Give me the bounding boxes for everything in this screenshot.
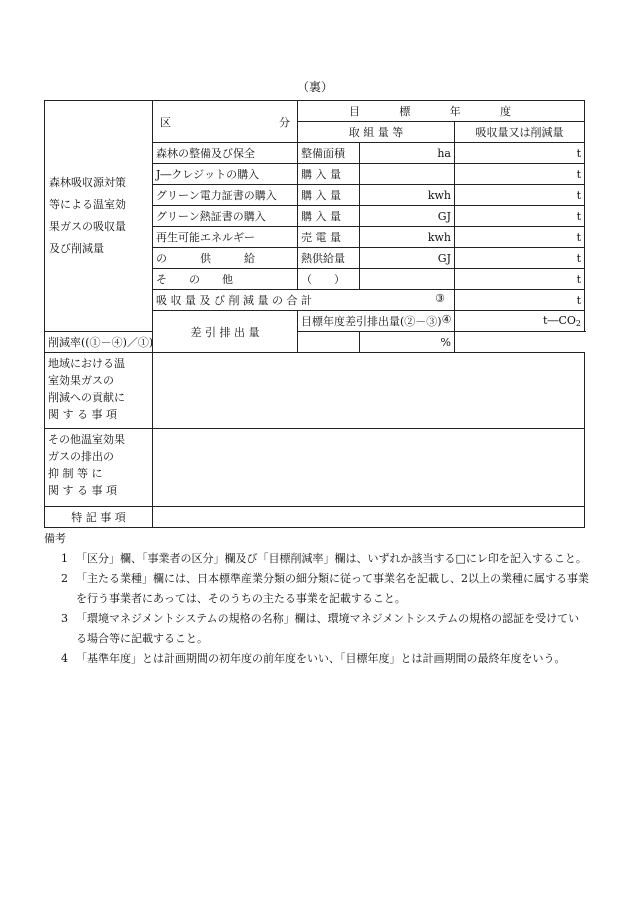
row-label: グリーン電力証書の購入 xyxy=(153,185,298,206)
page-title: （裏） xyxy=(296,80,333,94)
sashihiki-row1-label: 目標年度差引排出量(②－③) xyxy=(301,315,442,328)
row-measure: （ ） xyxy=(298,269,360,290)
row-amount-unit[interactable] xyxy=(360,164,455,185)
total-row xyxy=(153,290,455,311)
row-result-unit[interactable]: t xyxy=(455,143,585,164)
col-torikumi-header: 取 組 量 等 xyxy=(298,122,455,143)
row-label: グリーン熱証書の購入 xyxy=(153,206,298,227)
row-label: の 供 給 xyxy=(153,248,298,269)
row-result-unit[interactable]: t xyxy=(455,248,585,269)
sonota-label: その他温室効果 ガスの排出の 抑 制 等 に 関 す る 事 項 xyxy=(45,429,153,507)
row-result-unit[interactable]: t xyxy=(455,227,585,248)
row-label: 森林の整備及び保全 xyxy=(153,143,298,164)
row-measure: 購 入 量 xyxy=(298,185,360,206)
total-result-unit[interactable]: t xyxy=(455,290,585,311)
sashihiki-row1-marker: ④ xyxy=(441,313,452,326)
sashihiki-row1-value[interactable]: $t―CO_2$ xyxy=(455,311,585,332)
section-label-line: 森林吸収源対策 xyxy=(49,176,126,189)
sashihiki-label: 差 引 排 出 量 xyxy=(153,311,298,353)
report-form-table xyxy=(44,100,585,528)
sashihiki-row2-value[interactable]: % xyxy=(360,332,455,353)
row-result-unit[interactable]: t xyxy=(455,206,585,227)
kubun-header: 区 分 xyxy=(153,101,298,143)
row-result-unit[interactable]: t xyxy=(455,185,585,206)
chiiki-label: 地域における温 室効果ガスの 削減への貢献に 関 す る 事 項 xyxy=(45,353,153,429)
note-item: 1 「区分」欄、「事業者の区分」欄及び「目標削減率」欄は、いずれか該当する□にレ印を記入すること。 xyxy=(61,552,587,565)
note-item: 4 「基準年度」とは計画期間の初年度の前年度をいい、「目標年度」とは計画期間の最終年度をいう。 xyxy=(61,652,566,665)
chiiki-content-field[interactable] xyxy=(153,353,585,429)
row-amount-unit[interactable] xyxy=(360,269,455,290)
row-measure: 購 入 量 xyxy=(298,206,360,227)
col-kyushu-header: 吸収量又は削減量 xyxy=(455,122,585,143)
notes-section xyxy=(44,529,589,669)
row-result-unit[interactable]: t xyxy=(455,164,585,185)
row-amount-unit[interactable]: GJ xyxy=(360,248,455,269)
row-label: J―クレジットの購入 xyxy=(153,164,298,185)
sonota-content-field[interactable] xyxy=(153,429,585,507)
row-measure: 熱供給量 xyxy=(298,248,360,269)
section-label-cell xyxy=(45,101,153,332)
row-amount-unit[interactable]: kwh xyxy=(360,185,455,206)
row-label: 再生可能エネルギー xyxy=(153,227,298,248)
notes-heading: 備考 xyxy=(44,532,66,545)
total-label: 吸 収 量 及 び 削 減 量 の 合 計 xyxy=(156,294,312,307)
row-amount-unit[interactable]: ha xyxy=(360,143,455,164)
section-label-line: 及び削減量 xyxy=(49,242,104,255)
total-marker: ③ xyxy=(435,292,445,305)
sashihiki-row2-label: 削減率((①－④)／①) xyxy=(45,332,360,353)
row-measure: 購 入 量 xyxy=(298,164,360,185)
tokki-content-field[interactable] xyxy=(153,507,585,528)
row-measure: 整備面積 xyxy=(298,143,360,164)
section-label-line: 果ガスの吸収量 xyxy=(49,220,126,233)
row-result-unit[interactable]: t xyxy=(455,269,585,290)
row-amount-unit[interactable]: GJ xyxy=(360,206,455,227)
section-label-line: 等による温室効 xyxy=(49,198,126,211)
target-year-header: 目 標 年 度 xyxy=(298,101,585,122)
note-item: 3 「環境マネジメントシステムの規格の名称」欄は、環境マネジメントシステムの規格の認証を受けている場合等に記載すること。 xyxy=(61,612,580,645)
row-label: そ の 他 xyxy=(153,269,298,290)
note-item: 2 「主たる業種」欄には、日本標準産業分類の細分類に従って事業名を記載し、2以上の業種に属する事業を行う事業者にあっては、そのうちの主たる事業を記載すること。 xyxy=(61,572,589,605)
row-amount-unit[interactable]: kwh xyxy=(360,227,455,248)
tokki-label: 特 記 事 項 xyxy=(45,507,153,528)
row-measure: 売 電 量 xyxy=(298,227,360,248)
sashihiki-row1 xyxy=(298,311,455,332)
